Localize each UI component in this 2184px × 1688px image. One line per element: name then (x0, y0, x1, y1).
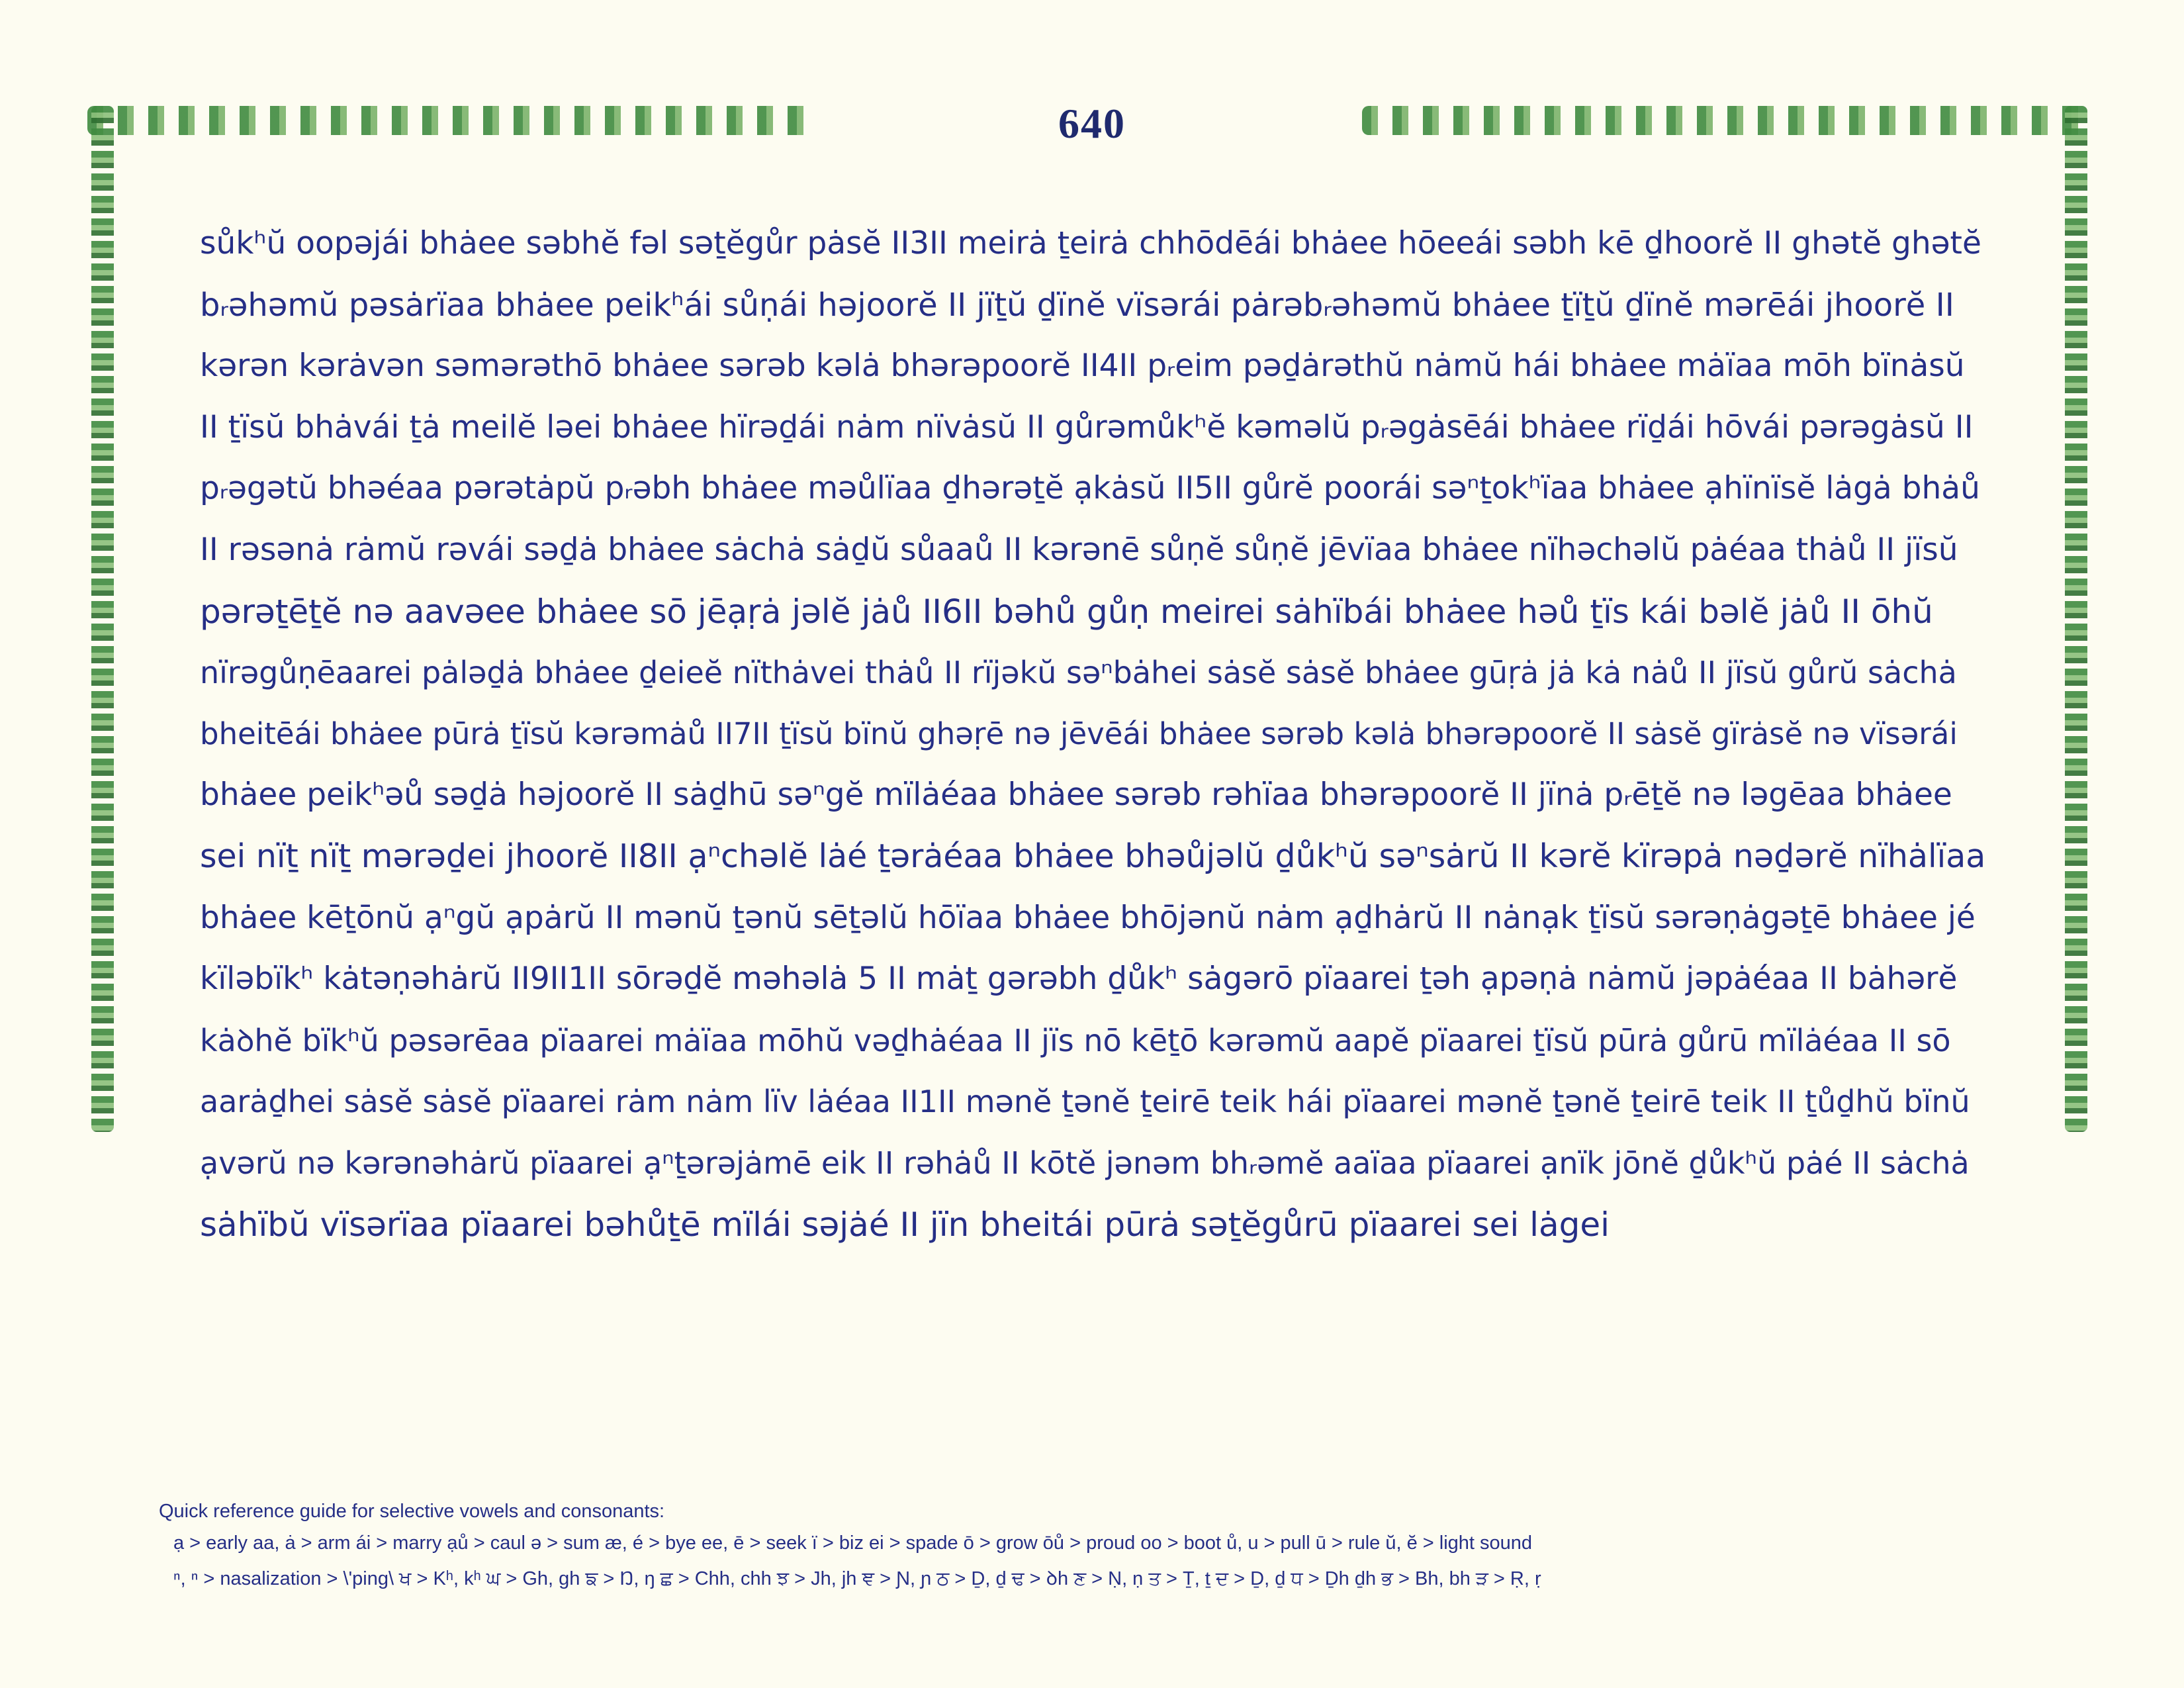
text-line: ạvərŭ nə kərənəhȧrŭ pïaarei ạⁿṯərəjȧmē eik II rəhȧů II kōtĕ jənəm bhᵣəmĕ aaïaa pïaarei ạnïk jōnĕ ḏůkʰŭ pȧé II sȧchȧ (200, 1145, 1970, 1181)
consonant-guide-row: ⁿ, ⁿ > nasalization > \'ping\ ਖ > Kʰ, kʰ ਘ > Gh, gh ਙ > Ŋ, ŋ ਛ > Chh, chh ਝ > Jh, jh ਞ > Ɲ, ɲ ਠ > Ḏ, ḏ ਢ > ꝺh ਣ > Ṇ, ṇ ਤ > Ṯ, ṯ ਦ > Ḏ, ḏ ਧ > Ḏh ḏh ਭ > Bh, bh ੜ > Ṛ, ṛ (173, 1568, 1541, 1589)
text-line: pərəṯēṯĕ nə aavəee bhȧee sō jēạṛȧ jəlĕ jȧů II6II bəhů gůṇ meirei sȧhïbái bhȧee həů ṯïs kái bəlĕ jȧů II ōhŭ (200, 592, 1933, 631)
text-line: nïrəgůṇēaarei pȧləḏȧ bhȧee ḏeieĕ nïthȧvei thȧů II rïjəkŭ səⁿbȧhei sȧsĕ sȧsĕ bhȧee gūṛȧ jȧ kȧ nȧů II jïsŭ gůrŭ sȧchȧ (200, 655, 1957, 691)
text-line: II ṯïsŭ bhȧvái ṯȧ meilĕ ləei bhȧee hïrəḏái nȧm nïvȧsŭ II gůrəmůkʰĕ kəməlŭ pᵣəgȧsēái bhȧee rïḏái hōvái pərəgȧsŭ II (200, 408, 1974, 445)
text-line: kïləbïkʰ kȧtəṇəhȧrŭ II9II1II sōrəḏĕ məhəlȧ 5 II mȧṯ gərəbh ḏůkʰ sȧgərō pïaarei ṯəh ạpəṇȧ nȧmŭ jəpȧéaa II bȧhərĕ (200, 961, 1958, 998)
transliteration-body (200, 213, 1987, 1255)
page-number: 640 (1058, 100, 1126, 147)
text-line: pᵣəgətŭ bhəéaa pərətȧpŭ pᵣəbh bhȧee məůlïaa ḏhərəṯĕ ạkȧsŭ II5II gůrĕ poorái səⁿṯokʰïaa bhȧee ạhïnïsĕ lȧgȧ bhȧů (200, 470, 1980, 507)
floral-border-right (2065, 106, 2087, 1132)
text-line: kȧꝺhĕ bïkʰŭ pəsərēaa pïaarei mȧïaa mōhŭ vəḏhȧéaa II jïs nō kēṯō kərəmŭ aapĕ pïaarei ṯïsŭ pūrȧ gůrū mïlȧéaa II sō (200, 1022, 1951, 1058)
text-line: bhȧee peikʰəů səḏȧ həjoorĕ II sȧḏhū səⁿgĕ mïlȧéaa bhȧee sərəb rəhïaa bhərəpoorĕ II jïnȧ pᵣēṯĕ nə ləgēaa bhȧee (200, 776, 1952, 814)
text-line: aarȧḏhei sȧsĕ sȧsĕ pïaarei rȧm nȧm lïv lȧéaa II1II mənĕ ṯənĕ ṯeirē teik hái pïaarei mənĕ ṯənĕ ṯeirē teik II ṯůḏhŭ bïnŭ (200, 1084, 1970, 1120)
reference-guide-title: Quick reference guide for selective vowels and consonants: (159, 1501, 665, 1522)
text-line: II rəsənȧ rȧmŭ rəvái səḏȧ bhȧee sȧchȧ sȧḏŭ sůaaů II kərənē sůṇĕ sůṇĕ jēvïaa bhȧee nïhəchəlŭ pȧéaa thȧů II jïsŭ (200, 531, 1958, 568)
vowel-guide-row: ạ > early aa, ȧ > arm ái > marry ạů > caul ə > sum æ, é > bye ee, ē > seek ï > biz ei > spade ō > grow ōů > proud oo > boot ů, u > pull ū > rule ŭ, ĕ > light sound (173, 1532, 1533, 1554)
text-line: bhȧee kēṯōnŭ ạⁿgŭ ạpȧrŭ II mənŭ ṯənŭ sēṯəlŭ hōïaa bhȧee bhōjənŭ nȧm ạḏhȧrŭ II nȧnạk ṯïsŭ sərəṇȧgəṯē bhȧee jé (200, 899, 1976, 936)
text-line: sȧhïbŭ vïsərïaa pïaarei bəhůṯē mïlái səjȧé II jïn bheitái pūrȧ səṯĕgůrū pïaarei sei lȧgei (200, 1205, 1610, 1244)
text-line: bᵣəhəmŭ pəsȧrïaa bhȧee peikʰái sůṇái həjoorĕ II jïṯŭ ḏïnĕ vïsərái pȧrəbᵣəhəmŭ bhȧee ṯïṯŭ ḏïnĕ mərēái jhoorĕ II (200, 286, 1954, 324)
text-line: sei nïṯ nïṯ mərəḏei jhoorĕ II8II ạⁿchəlĕ lȧé ṯərȧéaa bhȧee bhəůjəlŭ ḏůkʰŭ səⁿsȧrŭ II kərĕ kïrəpȧ nəḏərĕ nïhȧlïaa (200, 837, 1986, 875)
floral-border-left (91, 106, 114, 1132)
text-line: sůkʰŭ oopəjái bhȧee səbhĕ fəl səṯĕgůr pȧsĕ II3II meirȧ ṯeirȧ chhōdēái bhȧee hōeeái səbh kē ḏhoorĕ II ghətĕ ghətĕ (200, 225, 1981, 261)
reference-guide (159, 1497, 2038, 1597)
text-line: bheitēái bhȧee pūrȧ ṯïsŭ kərəmȧů II7II ṯïsŭ bïnŭ ghəṛē nə jēvēái bhȧee sərəb kəlȧ bhərəpoorĕ II sȧsĕ gïrȧsĕ nə vïsərái (200, 716, 1958, 751)
text-line: kərən kərȧvən səmərəthō bhȧee sərəb kəlȧ bhərəpoorĕ II4II pᵣeim pəḏȧrəthŭ nȧmŭ hái bhȧee mȧïaa mōh bïnȧsŭ (200, 348, 1965, 385)
